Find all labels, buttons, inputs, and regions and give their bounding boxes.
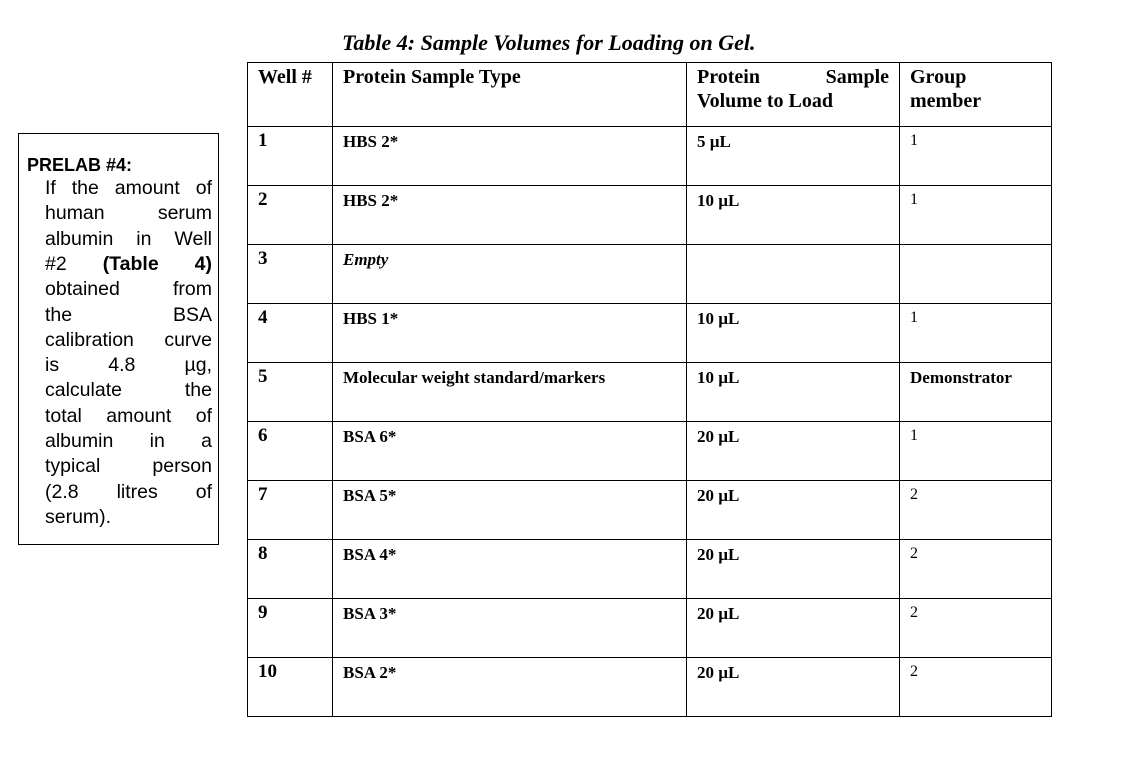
prelab-word: the	[45, 303, 73, 326]
prelab-line	[45, 480, 212, 505]
header-group-member	[900, 63, 1052, 127]
cell-well-number: 6	[248, 422, 333, 481]
prelab-word: from	[173, 278, 212, 301]
cell-well-number: 10	[248, 658, 333, 717]
table-row	[248, 658, 1052, 717]
cell-sample-type: BSA 3*	[333, 599, 687, 658]
cell-group-member: 2	[900, 658, 1052, 717]
prelab-word: human	[45, 202, 105, 225]
prelab-line	[45, 404, 212, 429]
cell-group-member: 2	[900, 481, 1052, 540]
cell-group-member: 1	[900, 186, 1052, 245]
cell-group-member: 1	[900, 304, 1052, 363]
prelab-word: albumin	[45, 430, 114, 452]
prelab-line	[45, 277, 212, 302]
cell-group-member: 2	[900, 599, 1052, 658]
prelab-word: of	[195, 404, 212, 427]
prelab-word: (Table	[102, 252, 159, 275]
table-header-row	[248, 63, 1052, 127]
prelab-word: is	[45, 354, 60, 377]
prelab-word: typical	[45, 455, 101, 478]
prelab-word: If	[45, 177, 56, 199]
cell-sample-type: Molecular weight standard/markers	[333, 363, 687, 422]
prelab-word: serum).	[45, 505, 112, 528]
prelab-word: amount	[114, 177, 180, 199]
header-group-line1: Group	[910, 66, 967, 88]
prelab-line	[45, 176, 212, 201]
header-well: Well #	[248, 63, 333, 127]
prelab-word: curve	[164, 328, 212, 351]
prelab-word: Well	[174, 227, 212, 250]
cell-volume: 10 µL	[687, 304, 900, 363]
prelab-word: albumin	[45, 227, 114, 250]
cell-well-number: 1	[248, 127, 333, 186]
cell-sample-type: HBS 2*	[333, 186, 687, 245]
prelab-line	[45, 505, 212, 530]
table-row	[248, 363, 1052, 422]
prelab-word: BSA	[172, 303, 212, 326]
prelab-line	[45, 227, 212, 252]
prelab-line	[45, 429, 212, 454]
prelab-word: the	[184, 379, 212, 402]
table-row	[248, 186, 1052, 245]
prelab-word: 4.8	[108, 354, 136, 377]
header-protein-sample-type: Protein Sample Type	[333, 63, 687, 127]
cell-volume: 20 µL	[687, 599, 900, 658]
prelab-word: in	[149, 430, 165, 452]
header-volume-word-sample: Sample	[825, 66, 889, 88]
cell-well-number: 8	[248, 540, 333, 599]
prelab-word: amount	[106, 404, 172, 427]
cell-volume: 20 µL	[687, 422, 900, 481]
prelab-line	[45, 201, 212, 226]
cell-volume: 20 µL	[687, 540, 900, 599]
cell-sample-type: BSA 6*	[333, 422, 687, 481]
prelab-word: calculate	[45, 379, 122, 402]
prelab-word: 4)	[194, 252, 212, 275]
cell-volume: 10 µL	[687, 363, 900, 422]
prelab-line	[45, 328, 212, 353]
table-body	[248, 127, 1052, 717]
cell-volume	[687, 245, 900, 304]
cell-sample-type: HBS 1*	[333, 304, 687, 363]
prelab-word: of	[195, 177, 212, 199]
cell-well-number: 7	[248, 481, 333, 540]
cell-well-number: 4	[248, 304, 333, 363]
prelab-word: #2	[45, 252, 67, 275]
prelab-line	[45, 303, 212, 328]
cell-well-number: 9	[248, 599, 333, 658]
cell-volume: 5 µL	[687, 127, 900, 186]
prelab-line	[45, 378, 212, 403]
table-row	[248, 540, 1052, 599]
prelab-line	[45, 454, 212, 479]
cell-volume: 20 µL	[687, 658, 900, 717]
cell-group-member	[900, 245, 1052, 304]
prelab-word: person	[152, 455, 212, 478]
prelab-word: a	[201, 430, 212, 452]
table-row	[248, 599, 1052, 658]
prelab-line	[45, 353, 212, 378]
prelab-word: (2.8	[45, 480, 79, 503]
cell-well-number: 2	[248, 186, 333, 245]
table-caption: Table 4: Sample Volumes for Loading on Gel.	[342, 30, 756, 55]
prelab-word: of	[195, 480, 212, 503]
prelab-word: calibration	[45, 328, 134, 351]
prelab-word: the	[71, 177, 99, 199]
cell-group-member: 1	[900, 127, 1052, 186]
cell-group-member: Demonstrator	[900, 363, 1052, 422]
cell-well-number: 3	[248, 245, 333, 304]
cell-sample-type: BSA 4*	[333, 540, 687, 599]
prelab-word: in	[136, 227, 152, 250]
header-group-line2: member	[910, 90, 982, 112]
header-volume	[687, 63, 900, 127]
cell-sample-type: Empty	[333, 245, 687, 304]
cell-volume: 20 µL	[687, 481, 900, 540]
prelab-word: µg,	[184, 354, 212, 377]
table-row	[248, 422, 1052, 481]
cell-group-member: 1	[900, 422, 1052, 481]
cell-sample-type: BSA 5*	[333, 481, 687, 540]
prelab-box	[18, 133, 219, 545]
table-row	[248, 304, 1052, 363]
sample-volumes-table	[247, 62, 1052, 717]
prelab-word: serum	[157, 202, 212, 225]
prelab-line	[45, 252, 212, 277]
table-row	[248, 481, 1052, 540]
header-volume-line2: Volume to Load	[697, 90, 833, 112]
cell-sample-type: BSA 2*	[333, 658, 687, 717]
prelab-word: litres	[116, 480, 158, 503]
table-row	[248, 245, 1052, 304]
cell-well-number: 5	[248, 363, 333, 422]
prelab-title: PRELAB #4:	[27, 155, 133, 175]
cell-group-member: 2	[900, 540, 1052, 599]
prelab-word: obtained	[45, 278, 120, 301]
cell-volume: 10 µL	[687, 186, 900, 245]
table-row	[248, 127, 1052, 186]
prelab-word: total	[45, 404, 82, 427]
header-volume-word-protein: Protein	[697, 66, 760, 88]
cell-sample-type: HBS 2*	[333, 127, 687, 186]
